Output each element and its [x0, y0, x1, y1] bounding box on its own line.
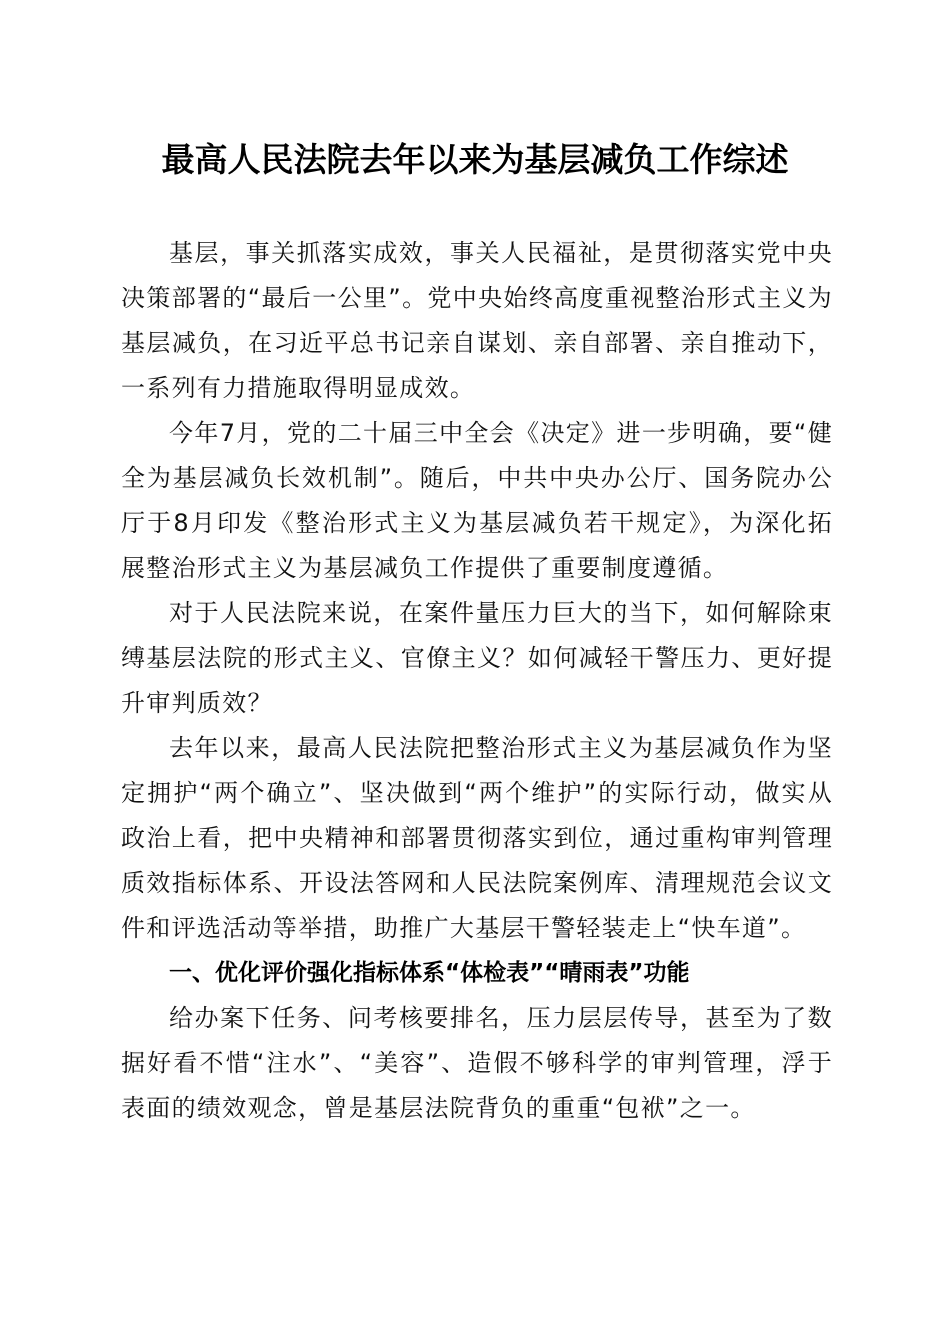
- section-1-paragraph-1: 给办案下任务、问考核要排名，压力层层传导，甚至为了数据好看不惜“注水”、“美容”、造假不够科学的审判管理，浮于表面的绩效观念，曾是基层法院背负的重重“包袱”之一。: [121, 1004, 833, 1122]
- paragraph-3: 对于人民法院来说，在案件量压力巨大的当下，如何解除束缚基层法院的形式主义、官僚主义？如何减轻干警压力、更好提升审判质效？: [121, 599, 833, 717]
- document-body: [121, 231, 833, 1131]
- section-heading-1: 一、优化评价强化指标体系“体检表”“晴雨表”功能: [169, 960, 690, 986]
- document-title: 最高人民法院去年以来为基层减负工作综述: [161, 140, 789, 179]
- paragraph-2: 今年7月，党的二十届三中全会《决定》进一步明确，要“健全为基层减负长效机制”。随后，中共中央办公厅、国务院办公厅于8月印发《整治形式主义为基层减负若干规定》，为深化拓展整治形式主义为基层减负工作提供了重要制度遵循。: [121, 419, 833, 582]
- paragraph-1: 基层，事关抓落实成效，事关人民福祉，是贯彻落实党中央决策部署的“最后一公里”。党中央始终高度重视整治形式主义为基层减负，在习近平总书记亲自谋划、亲自部署、亲自推动下，一系列有力措施取得明显成效。: [121, 239, 833, 402]
- paragraph-4: 去年以来，最高人民法院把整治形式主义为基层减负作为坚定拥护“两个确立”、坚决做到“两个维护”的实际行动，做实从政治上看，把中央精神和部署贯彻落实到位，通过重构审判管理质效指标体系、开设法答网和人民法院案例库、清理规范会议文件和评选活动等举措，助推广大基层干警轻装走上“快车道”。: [121, 734, 833, 942]
